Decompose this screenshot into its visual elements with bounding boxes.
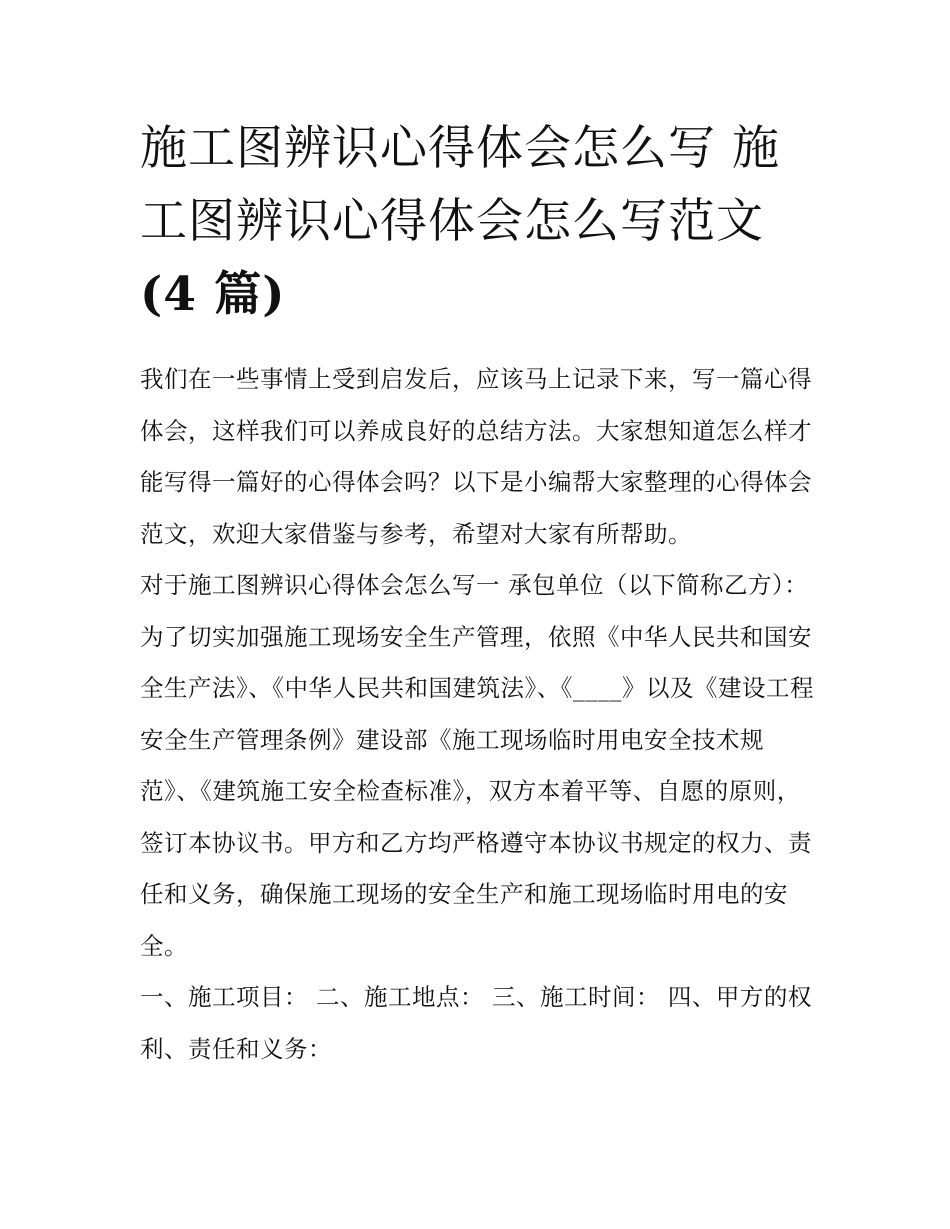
paragraph-intro: 我们在一些事情上受到启发后，应该马上记录下来，写一篇心得体会，这样我们可以养成良好的总结方法。大家想知道怎么样才能写得一篇好的心得体会吗？以下是小编帮大家整理的心得体会范文，欢迎大家借鉴与参考，希望对大家有所帮助。 (140, 365, 812, 548)
title-line-2: 工图辨识心得体会怎么写范文 (140, 194, 764, 249)
paragraph-sections: 一、施工项目： 二、施工地点： 三、施工时间： 四、甲方的权利、责任和义务： (140, 983, 812, 1063)
paragraph-contractor: 对于施工图辨识心得体会怎么写一 承包单位（以下简称乙方）： (140, 571, 809, 599)
document-title (140, 112, 820, 331)
title-line-3: (4 篇) (140, 267, 286, 322)
paragraph-agreement: 为了切实加强施工现场安全生产管理，依照《中华人民共和国安全生产法》、《中华人民共和国建筑法》、《____》以及《建设工程安全生产管理条例》建设部《施工现场临时用电安全技术规范》、《建筑施工安全检查标准》，双方本着平等、自愿的原则，签订本协议书。甲方和乙方均严格遵守本协议书规定的权力、责任和义务，确保施工现场的安全生产和施工现场临时用电的安全。 (140, 622, 814, 960)
document-body (140, 354, 820, 1075)
title-line-1: 施工图辨识心得体会怎么写 施 (140, 121, 780, 176)
